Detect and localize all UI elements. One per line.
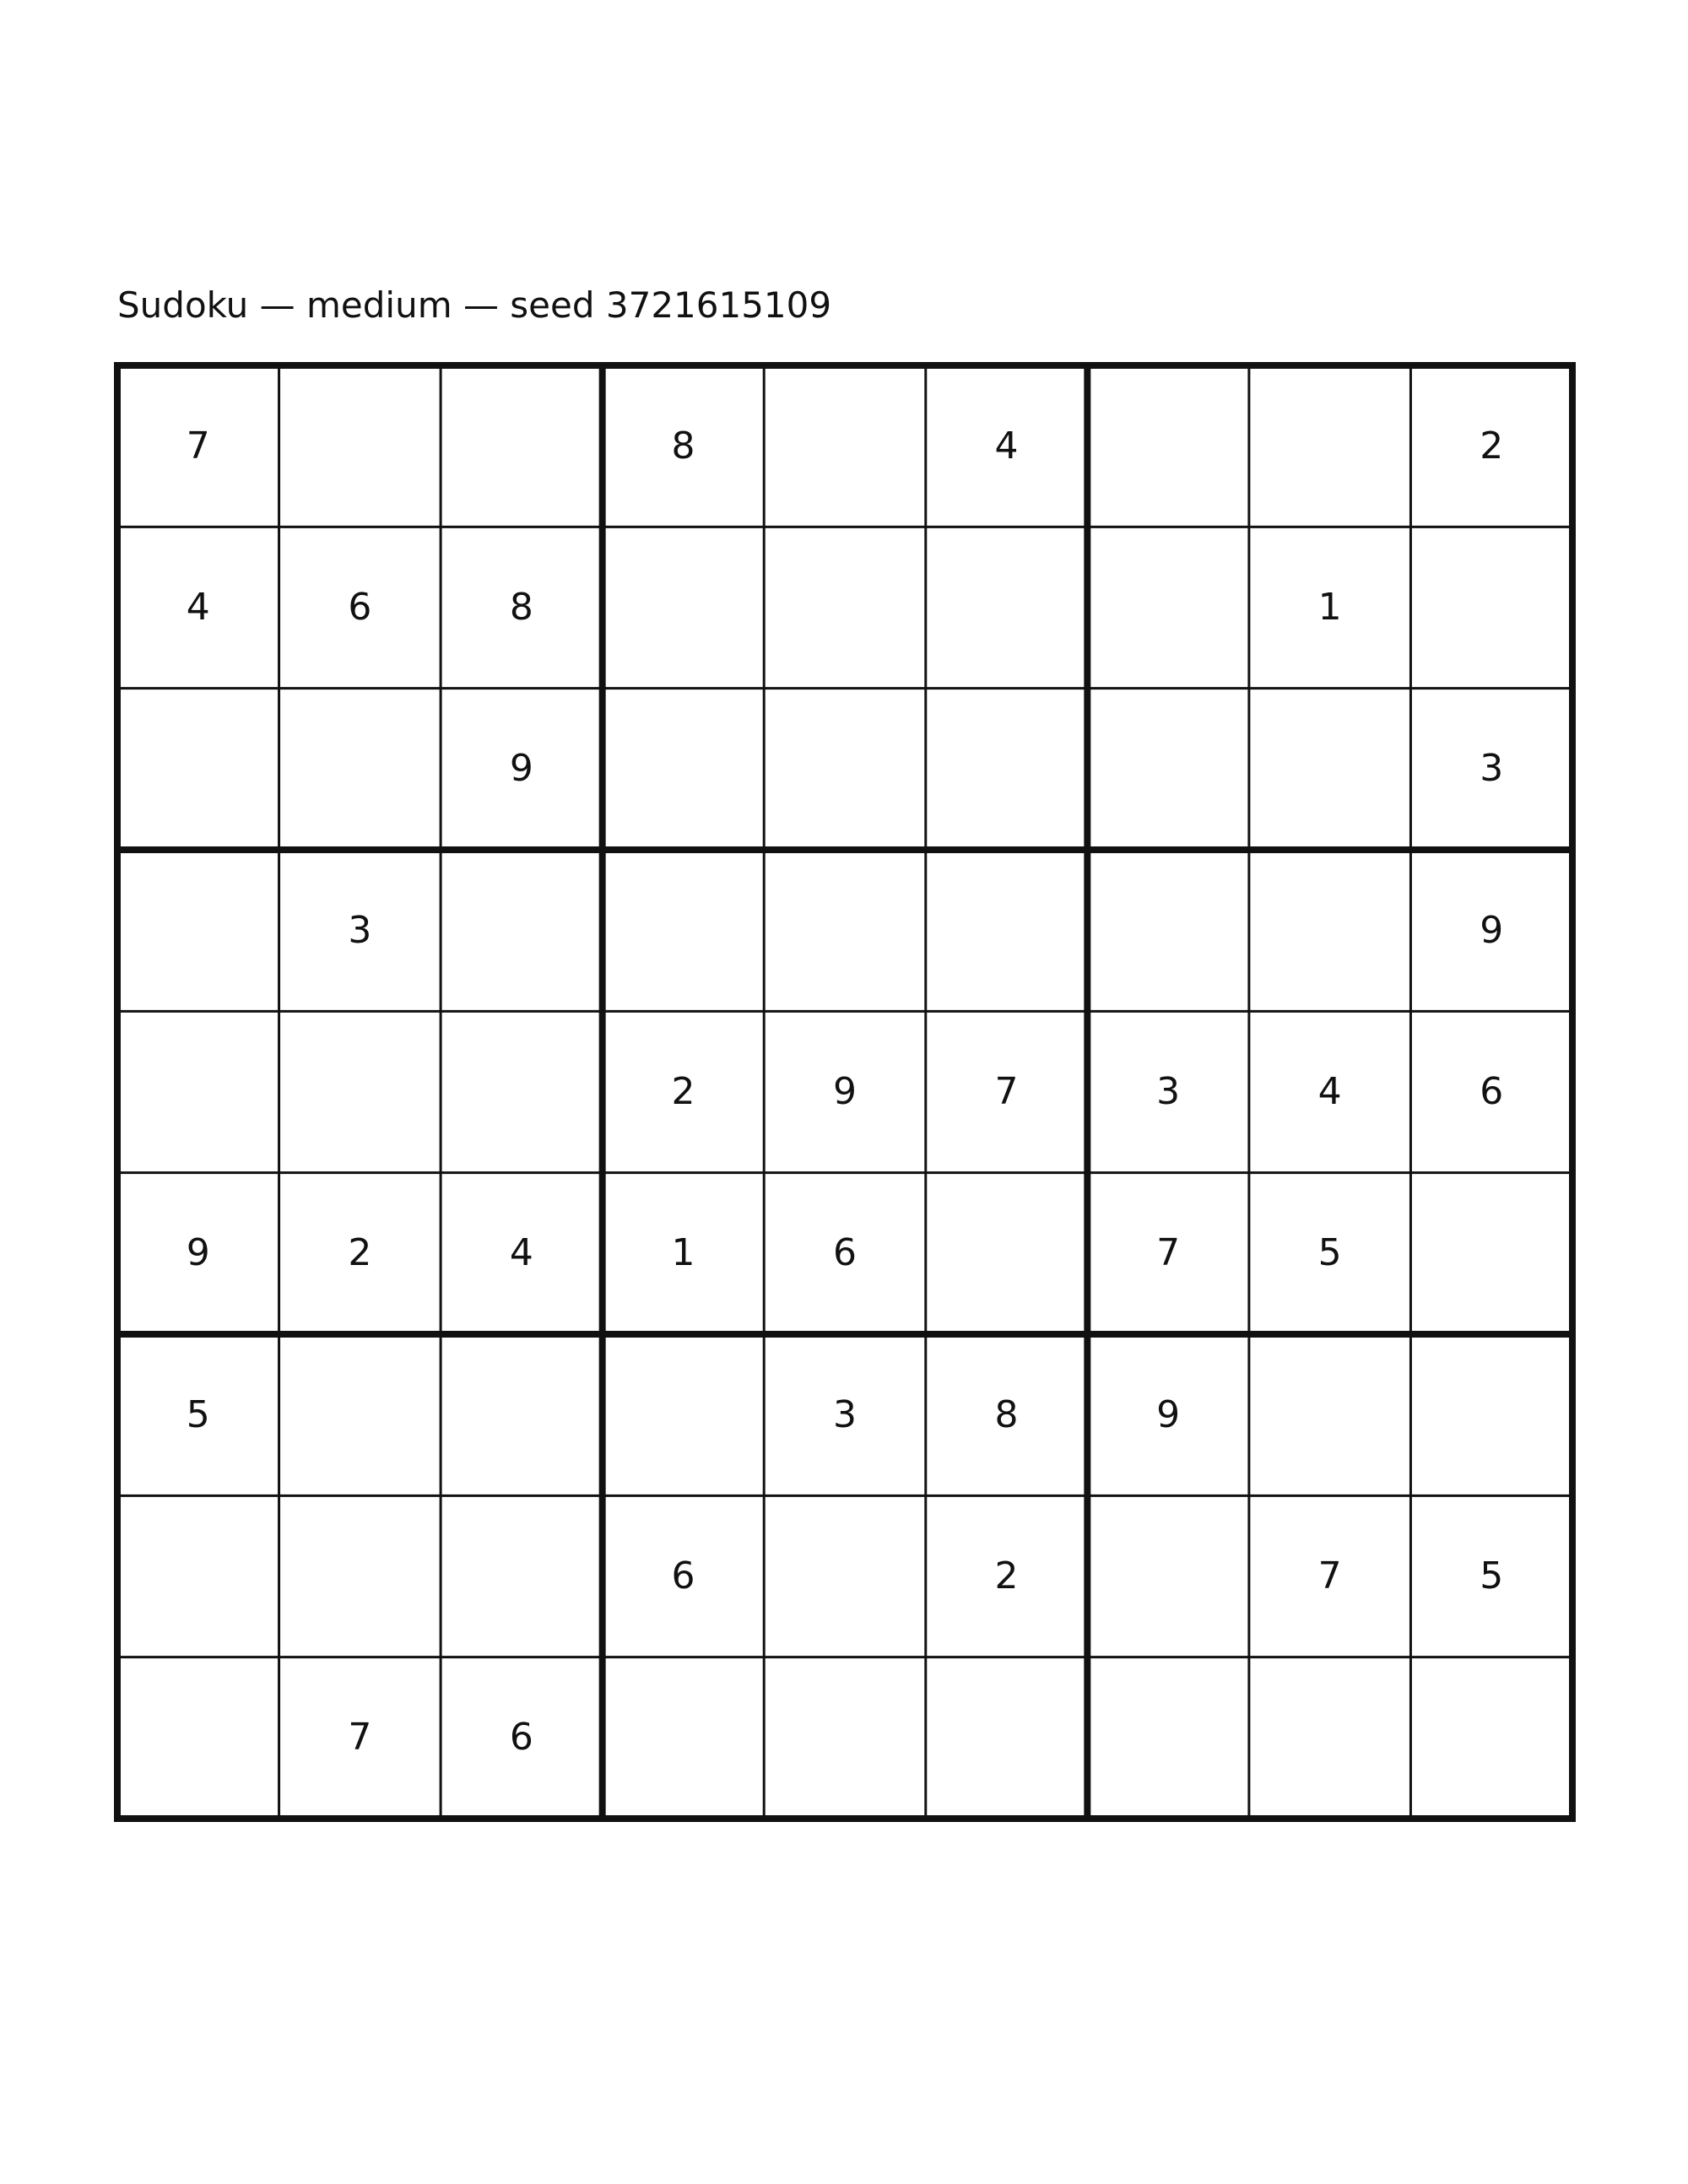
sudoku-cell-r6-c5[interactable]: 6 [832, 1231, 857, 1275]
sudoku-cell-r2-c9[interactable] [1410, 527, 1572, 688]
sudoku-cell-r5-c4[interactable]: 2 [671, 1069, 695, 1113]
sudoku-cell-r5-c2[interactable] [279, 1011, 441, 1172]
sudoku-cell-r4-c3[interactable] [441, 850, 603, 1011]
sudoku-cell-r2-c7[interactable] [1087, 527, 1249, 688]
sudoku-cell-r1-c9[interactable]: 2 [1480, 424, 1504, 468]
sudoku-cell-r2-c2[interactable]: 6 [348, 585, 372, 629]
sudoku-cell-r3-c6[interactable] [926, 689, 1088, 850]
sudoku-cell-r4-c4[interactable] [603, 850, 765, 1011]
sudoku-cell-r9-c9[interactable] [1410, 1657, 1572, 1819]
sudoku-cell-r5-c7[interactable]: 3 [1156, 1069, 1181, 1113]
sudoku-cell-r6-c8[interactable]: 5 [1317, 1231, 1342, 1275]
sudoku-cell-r5-c9[interactable]: 6 [1480, 1069, 1504, 1113]
sudoku-cell-r1-c8[interactable] [1249, 365, 1411, 527]
sudoku-cell-r5-c5[interactable]: 9 [832, 1069, 857, 1113]
sudoku-cell-r9-c8[interactable] [1249, 1657, 1411, 1819]
sudoku-cell-r6-c3[interactable]: 4 [509, 1231, 533, 1275]
sudoku-cell-r8-c6[interactable]: 2 [994, 1554, 1019, 1597]
sudoku-cell-r8-c4[interactable]: 6 [671, 1554, 695, 1597]
sudoku-cell-r6-c2[interactable]: 2 [348, 1231, 372, 1275]
sudoku-cell-r8-c2[interactable] [279, 1495, 441, 1657]
sudoku-cell-r4-c9[interactable]: 9 [1480, 908, 1504, 952]
sudoku-cell-r2-c3[interactable]: 8 [509, 585, 533, 629]
sudoku-cell-r1-c5[interactable] [764, 365, 926, 527]
sudoku-cell-r2-c1[interactable]: 4 [186, 585, 210, 629]
sudoku-cell-r8-c8[interactable]: 7 [1317, 1554, 1342, 1597]
sudoku-cell-r7-c7[interactable]: 9 [1156, 1392, 1181, 1436]
sudoku-cell-r7-c3[interactable] [441, 1334, 603, 1495]
sudoku-cell-r6-c1[interactable]: 9 [186, 1231, 210, 1275]
sudoku-cell-r6-c4[interactable]: 1 [671, 1231, 695, 1275]
sudoku-cell-r7-c2[interactable] [279, 1334, 441, 1495]
sudoku-cell-r4-c6[interactable] [926, 850, 1088, 1011]
sudoku-cell-r9-c1[interactable] [117, 1657, 279, 1819]
sudoku-cell-r6-c9[interactable] [1410, 1173, 1572, 1334]
sudoku-cell-r9-c2[interactable]: 7 [348, 1716, 372, 1760]
sudoku-cell-r2-c8[interactable]: 1 [1317, 585, 1342, 629]
sudoku-cell-r1-c7[interactable] [1087, 365, 1249, 527]
sudoku-cell-r2-c4[interactable] [603, 527, 765, 688]
sudoku-cell-r3-c5[interactable] [764, 689, 926, 850]
puzzle-title: Sudoku — medium — seed 3721615109 [117, 284, 832, 326]
sudoku-board [117, 365, 1572, 1819]
sudoku-cell-r1-c4[interactable]: 8 [671, 424, 695, 468]
cell-grid [117, 365, 1572, 1819]
sudoku-cell-r3-c8[interactable] [1249, 689, 1411, 850]
sudoku-cell-r8-c9[interactable]: 5 [1480, 1554, 1504, 1597]
sudoku-cell-r7-c6[interactable]: 8 [994, 1392, 1019, 1436]
sudoku-cell-r5-c6[interactable]: 7 [994, 1069, 1019, 1113]
sudoku-cell-r5-c8[interactable]: 4 [1317, 1069, 1342, 1113]
sudoku-cell-r2-c6[interactable] [926, 527, 1088, 688]
sudoku-cell-r3-c2[interactable] [279, 689, 441, 850]
sudoku-cell-r6-c6[interactable] [926, 1173, 1088, 1334]
sudoku-cell-r8-c1[interactable] [117, 1495, 279, 1657]
sudoku-cell-r9-c6[interactable] [926, 1657, 1088, 1819]
sudoku-cell-r4-c1[interactable] [117, 850, 279, 1011]
sudoku-cell-r3-c9[interactable]: 3 [1480, 747, 1504, 791]
sudoku-cell-r3-c3[interactable]: 9 [509, 747, 533, 791]
sudoku-cell-r9-c5[interactable] [764, 1657, 926, 1819]
sudoku-cell-r3-c4[interactable] [603, 689, 765, 850]
sudoku-cell-r4-c7[interactable] [1087, 850, 1249, 1011]
sudoku-cell-r4-c2[interactable]: 3 [348, 908, 372, 952]
sudoku-cell-r6-c7[interactable]: 7 [1156, 1231, 1181, 1275]
sudoku-cell-r3-c7[interactable] [1087, 689, 1249, 850]
sudoku-cell-r8-c3[interactable] [441, 1495, 603, 1657]
sudoku-cell-r1-c2[interactable] [279, 365, 441, 527]
sudoku-cell-r8-c7[interactable] [1087, 1495, 1249, 1657]
sudoku-cell-r1-c3[interactable] [441, 365, 603, 527]
sudoku-cell-r7-c5[interactable]: 3 [832, 1392, 857, 1436]
sudoku-cell-r7-c9[interactable] [1410, 1334, 1572, 1495]
sudoku-cell-r3-c1[interactable] [117, 689, 279, 850]
sudoku-cell-r9-c3[interactable]: 6 [509, 1716, 533, 1760]
sudoku-cell-r7-c8[interactable] [1249, 1334, 1411, 1495]
sudoku-cell-r8-c5[interactable] [764, 1495, 926, 1657]
sudoku-cell-r4-c8[interactable] [1249, 850, 1411, 1011]
sudoku-cell-r1-c1[interactable]: 7 [186, 424, 210, 468]
sudoku-cell-r5-c1[interactable] [117, 1011, 279, 1172]
sudoku-cell-r7-c4[interactable] [603, 1334, 765, 1495]
sudoku-cell-r9-c4[interactable] [603, 1657, 765, 1819]
sudoku-cell-r9-c7[interactable] [1087, 1657, 1249, 1819]
sudoku-cell-r2-c5[interactable] [764, 527, 926, 688]
sudoku-cell-r1-c6[interactable]: 4 [994, 424, 1019, 468]
sudoku-cell-r4-c5[interactable] [764, 850, 926, 1011]
sudoku-cell-r5-c3[interactable] [441, 1011, 603, 1172]
sudoku-cell-r7-c1[interactable]: 5 [186, 1392, 210, 1436]
